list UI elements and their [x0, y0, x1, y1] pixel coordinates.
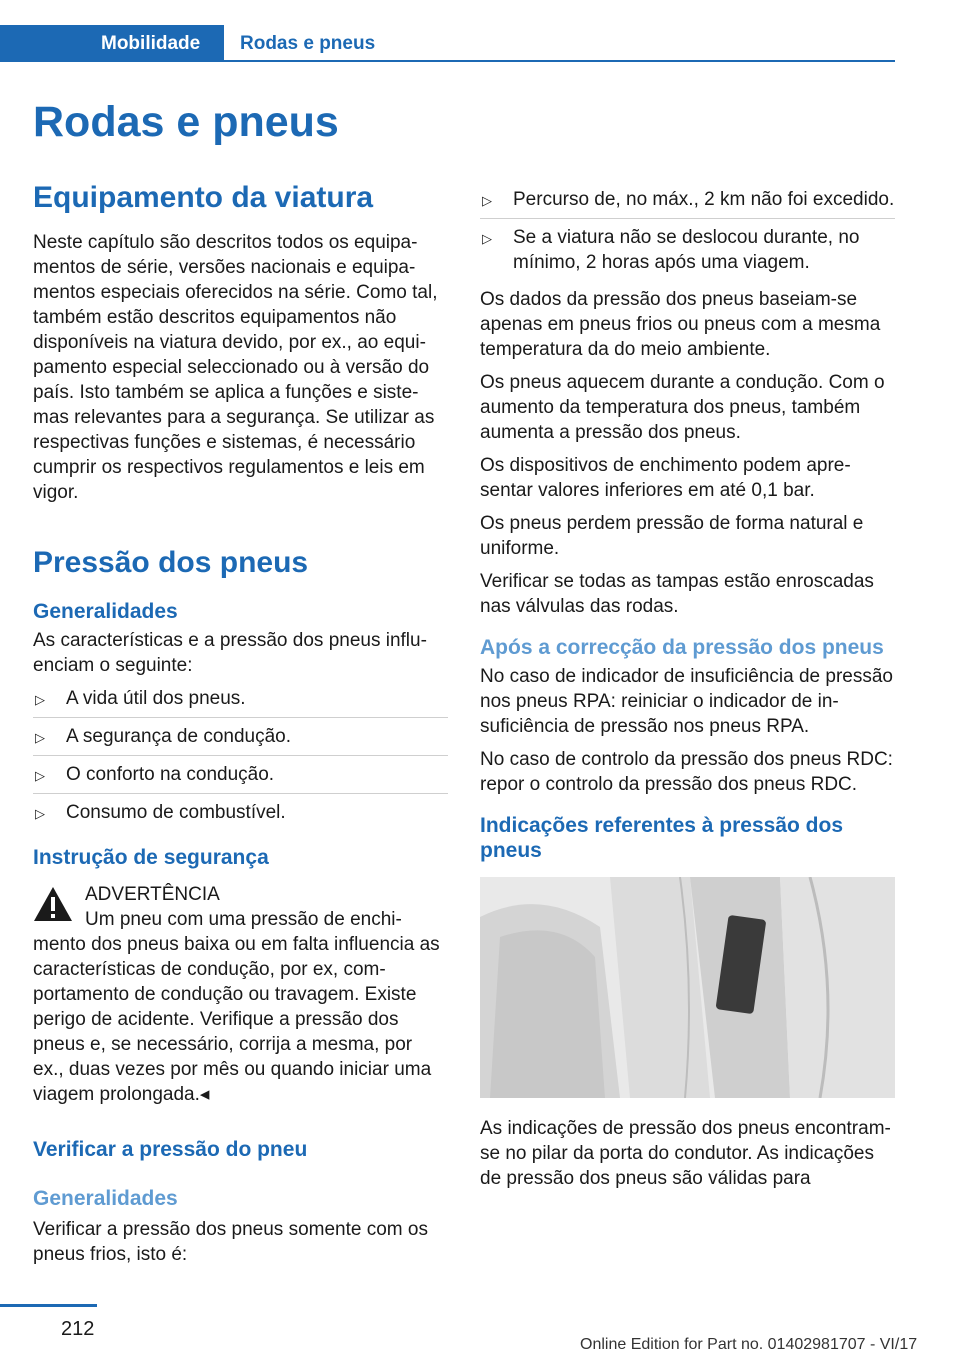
warning-label: ADVERTÊNCIA [85, 884, 220, 905]
page-number: 212 [61, 1318, 95, 1340]
list-item: ▷ Percurso de, no máx., 2 km não foi excedido. [480, 187, 895, 219]
page-title: Rodas e pneus [33, 98, 339, 146]
triangle-bullet-icon: ▷ [482, 193, 492, 208]
door-pillar-illustration [480, 877, 895, 1098]
warning-box [33, 882, 448, 1107]
section-title-pressao: Pressão dos pneus [33, 546, 309, 579]
paragraph-loss: Os pneus perdem pressão de forma natural e uniforme. [480, 513, 864, 559]
header-rule [224, 60, 895, 62]
breadcrumb-mobilidade[interactable]: Mobilidade [0, 25, 224, 62]
subsection-body-verificar: Verificar a pressão dos pneus somente com os pneus frios, isto é: [33, 1219, 428, 1265]
triangle-bullet-icon: ▷ [35, 730, 45, 745]
paragraph-rpa: No caso de indicador de insuficiência de pressão nos pneus RPA: reiniciar o indicador de insuficiência de pressão nos pneus RPA. [480, 666, 893, 737]
triangle-bullet-icon: ▷ [35, 806, 45, 821]
header-bar [0, 25, 895, 62]
triangle-bullet-icon: ▷ [35, 692, 45, 707]
warning-text: mento dos pneus baixa ou em falta influencia as características de condução, por ex, comportamento de condução ou travagem. Existe perigo de acidente. Verifique a pressão dos pneus e, se necessário, corrija a mesma, por ex., duas vezes por mês ou quando iniciar uma viagem prolongada.◂ [33, 934, 440, 1105]
footer-rule [0, 1304, 97, 1307]
subsection-body-generalidades: As características e a pressão dos pneus influenciam o seguinte: [33, 630, 427, 676]
left-column [33, 180, 448, 1267]
warning-first-line: Um pneu com uma pressão de enchi- [85, 909, 402, 930]
subsection-title-apos-correccao: Após a correcção da pressão dos pneus [480, 636, 884, 659]
subsection-title-indicacoes: Indicações referentes à pressão dos pneus [480, 814, 843, 862]
edition-note: Online Edition for Part no. 01402981707 - VI/17 [580, 1336, 918, 1353]
triangle-bullet-icon: ▷ [35, 768, 45, 783]
section-title-equipamento: Equipamento da viatura [33, 181, 374, 214]
right-column [480, 180, 895, 1191]
bullet-list-cold-tyres [480, 187, 895, 281]
warning-triangle-icon [33, 886, 73, 922]
breadcrumb-rodas-e-pneus[interactable]: Rodas e pneus [240, 33, 376, 54]
paragraph-location: As indicações de pressão dos pneus encontram-se no pilar da porta do condutor. As indicações de pressão dos pneus são válidas para [480, 1118, 891, 1189]
paragraph-rdc: No caso de controlo da pressão dos pneus RDC: repor o controlo da pressão dos pneus RDC. [480, 749, 893, 795]
subsection-title-seguranca: Instrução de segurança [33, 846, 269, 869]
list-item: ▷ A vida útil dos pneus. [33, 686, 448, 718]
triangle-bullet-icon: ▷ [482, 231, 492, 246]
list-item: ▷ Consumo de combustível. [33, 800, 448, 831]
paragraph-devices: Os dispositivos de enchimento podem apresentar valores inferiores em até 0,1 bar. [480, 455, 851, 501]
section-body-equipamento: Neste capítulo são descritos todos os equipamentos de série, versões nacionais e equipamentos especiais oferecidos na série. Como tal, também estão descritos equipamentos não disponíveis na viatura devido, por ex., ao equipamento especial seleccionado ou à versão do país. Isto também se aplica a funções e sistemas relevantes para a segurança. Se utilizar as respectivas funções e sistemas, é necessário cumprir os respectivos regulamentos e leis em vigor. [33, 232, 438, 503]
door-pillar-photo [480, 877, 895, 1098]
list-item: ▷ A segurança de condução. [33, 724, 448, 756]
subsection-title-verificar: Verificar a pressão do pneu [33, 1138, 308, 1161]
paragraph-caps: Verificar se todas as tampas estão enroscadas nas válvulas das rodas. [480, 571, 874, 617]
subsection-title-generalidades-2: Generalidades [33, 1187, 178, 1210]
paragraph-heat: Os pneus aquecem durante a condução. Com o aumento da temperatura dos pneus, também aumenta a pressão dos pneus. [480, 372, 885, 443]
bullet-list-influences [33, 686, 448, 831]
list-item: ▷ O conforto na condução. [33, 762, 448, 794]
paragraph-cold: Os dados da pressão dos pneus baseiam-se apenas em pneus frios ou pneus com a mesma temperatura da do meio ambiente. [480, 289, 881, 360]
list-item: ▷ Se a viatura não se deslocou durante, no mínimo, 2 horas após uma viagem. [482, 227, 860, 273]
subsection-title-generalidades: Generalidades [33, 600, 178, 623]
